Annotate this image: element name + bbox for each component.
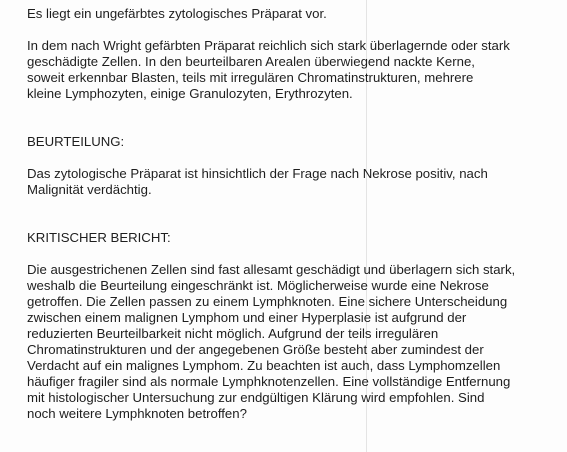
findings-line-4: kleine Lymphozyten, einige Granulozyten, Erythrozyten. xyxy=(27,86,353,101)
assessment-line-2: Malignität verdächtig. xyxy=(27,182,152,197)
findings-line-1: In dem nach Wright gefärbten Präparat reichlich sich stark überlagernde oder stark xyxy=(27,38,510,53)
critical-paragraph xyxy=(27,262,557,422)
findings-line-2: geschädigte Zellen. In den beurteilbaren Arealen überwiegend nackte Kerne, xyxy=(27,54,475,69)
critical-line-4: zwischen einem malignen Lymphom und einer Hyperplasie ist aufgrund der xyxy=(27,310,467,325)
intro-line: Es liegt ein ungefärbtes zytologisches Präparat vor. xyxy=(27,6,327,21)
critical-line-5: reduzierten Beurteilbarkeit nicht möglich. Aufgrund der teils irregulären xyxy=(27,326,439,341)
critical-heading xyxy=(27,230,557,246)
assessment-heading-text: BEURTEILUNG: xyxy=(27,134,125,149)
critical-line-8: häufiger fragiler sind als normale Lymphknotenzellen. Eine vollständige Entfernung xyxy=(27,374,511,389)
critical-line-1: Die ausgestrichenen Zellen sind fast allesamt geschädigt und überlagern sich stark, xyxy=(27,262,516,277)
findings-line-3: soweit erkennbar Blasten, teils mit irregulären Chromatinstrukturen, mehrere xyxy=(27,70,474,85)
section-spacer xyxy=(27,198,557,230)
paragraph-spacer xyxy=(27,22,557,38)
report-body xyxy=(27,6,557,422)
paragraph-spacer xyxy=(27,150,557,166)
assessment-heading xyxy=(27,134,557,150)
paragraph-spacer xyxy=(27,246,557,262)
critical-line-3: getroffen. Die Zellen passen zu einem Lymphknoten. Eine sichere Unterscheidung xyxy=(27,294,508,309)
critical-line-2: weshalb die Beurteilung eingeschränkt ist. Möglicherweise wurde eine Nekrose xyxy=(27,278,489,293)
section-spacer xyxy=(27,102,557,134)
assessment-line-1: Das zytologische Präparat ist hinsichtlich der Frage nach Nekrose positiv, nach xyxy=(27,166,488,181)
findings-paragraph xyxy=(27,38,557,102)
critical-line-7: Verdacht auf ein malignes Lymphom. Zu beachten ist auch, dass Lymphomzellen xyxy=(27,358,501,373)
critical-line-10: noch weitere Lymphknoten betroffen? xyxy=(27,406,247,421)
critical-heading-text: KRITISCHER BERICHT: xyxy=(27,230,171,245)
assessment-paragraph xyxy=(27,166,557,198)
critical-line-9: mit histologischer Untersuchung zur endgültigen Klärung wird empfohlen. Sind xyxy=(27,390,485,405)
critical-line-6: Chromatinstrukturen und der angegebenen Größe besteht aber zumindest der xyxy=(27,342,484,357)
intro-paragraph xyxy=(27,6,557,22)
